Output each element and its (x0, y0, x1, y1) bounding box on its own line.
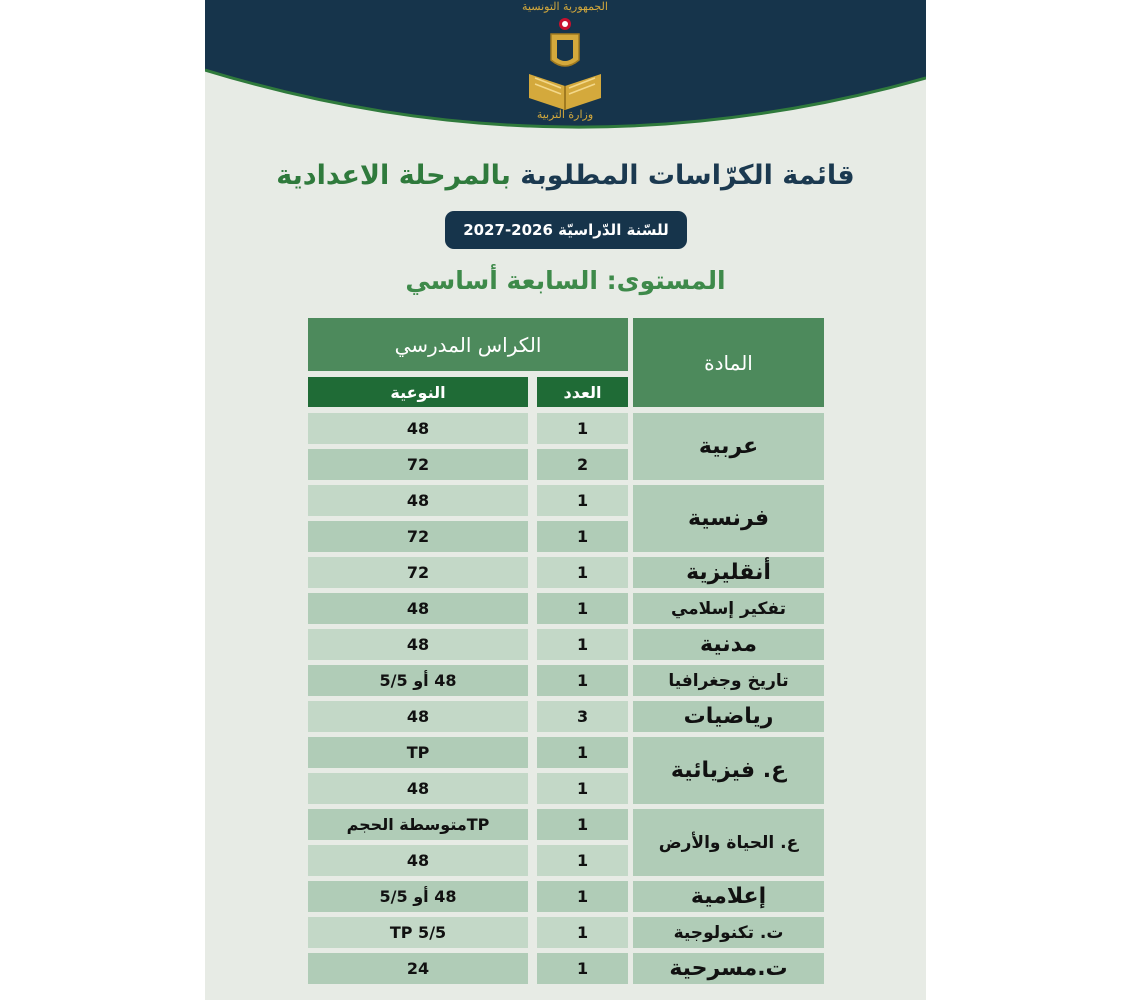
subject-cell: إعلامية (633, 881, 824, 912)
school-year-badge: للسّنة الدّراسيّة 2026-2027 (445, 211, 687, 249)
header-type: النوعية (308, 377, 528, 407)
document-page (205, 0, 926, 1000)
header-notebook: الكراس المدرسي (308, 318, 628, 371)
type-cell: 48 (308, 413, 528, 444)
subject-cell: ع. الحياة والأرض (633, 809, 824, 876)
count-cell: 3 (537, 701, 628, 732)
title-part-green: بالمرحلة الاعدادية (276, 160, 511, 191)
subject-cell: تاريخ وجغرافيا (633, 665, 824, 696)
type-cell: 72 (308, 557, 528, 588)
count-cell: 2 (537, 449, 628, 480)
type-cell: TP (308, 737, 528, 768)
subject-cell: مدنية (633, 629, 824, 660)
subject-cell: تفكير إسلامي (633, 593, 824, 624)
subject-cell: رياضيات (633, 701, 824, 732)
count-cell: 1 (537, 953, 628, 984)
header-subject: المادة (633, 318, 824, 407)
subject-cell: فرنسية (633, 485, 824, 552)
emblem-top-text: الجمهورية التونسية (522, 0, 608, 13)
ministry-emblem (515, 0, 615, 135)
type-cell: 48 أو 5/5 (308, 665, 528, 696)
header-count: العدد (537, 377, 628, 407)
subject-cell: أنقليزية (633, 557, 824, 588)
count-cell: 1 (537, 881, 628, 912)
type-cell: 48 أو 5/5 (308, 881, 528, 912)
subject-cell: ت.مسرحية (633, 953, 824, 984)
count-cell: 1 (537, 665, 628, 696)
count-cell: 1 (537, 521, 628, 552)
count-cell: 1 (537, 773, 628, 804)
count-cell: 1 (537, 413, 628, 444)
type-cell: 72 (308, 521, 528, 552)
type-cell: 48 (308, 773, 528, 804)
level-heading: المستوى: السابعة أساسي (405, 266, 726, 295)
type-cell: 48 (308, 593, 528, 624)
type-cell: 72 (308, 449, 528, 480)
count-cell: 1 (537, 593, 628, 624)
subject-cell: عربية (633, 413, 824, 480)
type-cell: 48 (308, 701, 528, 732)
title-part-navy: قائمة الكرّاسات المطلوبة (510, 160, 855, 191)
emblem-icon (515, 12, 615, 122)
count-cell: 1 (537, 557, 628, 588)
page-title (205, 160, 926, 191)
count-cell: 1 (537, 845, 628, 876)
count-cell: 1 (537, 629, 628, 660)
count-cell: 1 (537, 737, 628, 768)
type-cell: 48 (308, 485, 528, 516)
type-cell: 48 (308, 629, 528, 660)
subject-cell: ت. تكنولوجية (633, 917, 824, 948)
type-cell: 24 (308, 953, 528, 984)
emblem-bottom-text: وزارة التربية (536, 108, 594, 121)
count-cell: 1 (537, 917, 628, 948)
type-cell: 48 (308, 845, 528, 876)
type-cell: TP 5/5 (308, 917, 528, 948)
type-cell: TPمتوسطة الحجم (308, 809, 528, 840)
count-cell: 1 (537, 485, 628, 516)
count-cell: 1 (537, 809, 628, 840)
subject-cell: ع. فيزيائية (633, 737, 824, 804)
